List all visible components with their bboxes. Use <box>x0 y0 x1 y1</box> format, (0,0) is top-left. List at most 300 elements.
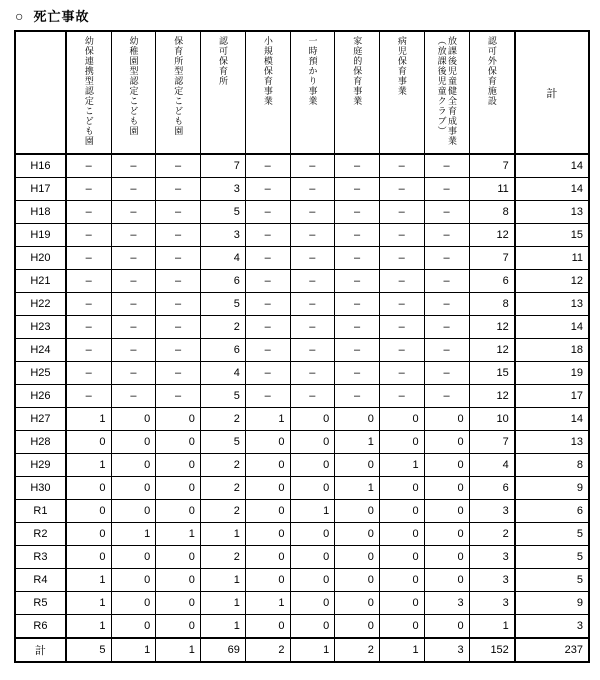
value-cell: – <box>245 293 290 316</box>
value-cell: 0 <box>245 431 290 454</box>
value-cell: 15 <box>469 362 515 385</box>
value-cell: – <box>111 247 156 270</box>
table-row <box>15 523 589 546</box>
total-cell: 14 <box>515 154 589 178</box>
value-cell: 0 <box>245 477 290 500</box>
value-cell: – <box>379 362 424 385</box>
value-cell: 1 <box>66 615 111 639</box>
row-label: H20 <box>15 247 66 270</box>
value-cell: – <box>290 154 335 178</box>
value-cell: – <box>424 154 469 178</box>
row-label: H19 <box>15 224 66 247</box>
value-cell: – <box>379 201 424 224</box>
value-cell: 0 <box>290 523 335 546</box>
value-cell: 0 <box>379 569 424 592</box>
row-label: H29 <box>15 454 66 477</box>
total-cell: 11 <box>515 247 589 270</box>
value-cell: 0 <box>379 592 424 615</box>
value-cell: 1 <box>469 615 515 639</box>
value-cell: 69 <box>200 638 245 662</box>
value-cell: 0 <box>111 569 156 592</box>
value-cell: – <box>379 316 424 339</box>
value-cell: 8 <box>469 293 515 316</box>
value-cell: – <box>335 293 380 316</box>
value-cell: 0 <box>424 454 469 477</box>
value-cell: 1 <box>66 569 111 592</box>
value-cell: 1 <box>379 638 424 662</box>
column-header-vertical-text: 幼稚園型認定こども園 <box>128 36 139 136</box>
table-row <box>15 385 589 408</box>
row-label: H26 <box>15 385 66 408</box>
value-cell: – <box>335 247 380 270</box>
column-header <box>469 31 515 154</box>
value-cell: 3 <box>469 500 515 523</box>
column-header <box>245 31 290 154</box>
table-row <box>15 154 589 178</box>
column-header-vertical-text: 一時預かり事業 <box>307 36 318 106</box>
value-cell: – <box>335 224 380 247</box>
table-row <box>15 569 589 592</box>
value-cell: 0 <box>335 615 380 639</box>
value-cell: – <box>424 316 469 339</box>
value-cell: 10 <box>469 408 515 431</box>
total-cell: 13 <box>515 201 589 224</box>
value-cell: 0 <box>290 408 335 431</box>
value-cell: 2 <box>200 454 245 477</box>
value-cell: – <box>111 339 156 362</box>
value-cell: – <box>290 270 335 293</box>
value-cell: 3 <box>424 638 469 662</box>
value-cell: 0 <box>66 546 111 569</box>
header-row <box>15 31 589 154</box>
value-cell: 0 <box>424 546 469 569</box>
value-cell: 0 <box>245 546 290 569</box>
value-cell: – <box>290 201 335 224</box>
value-cell: 7 <box>469 431 515 454</box>
value-cell: – <box>335 362 380 385</box>
value-cell: – <box>290 247 335 270</box>
value-cell: 0 <box>111 615 156 639</box>
value-cell: 0 <box>290 592 335 615</box>
value-cell: – <box>424 270 469 293</box>
value-cell: – <box>290 293 335 316</box>
value-cell: 0 <box>290 477 335 500</box>
table-row <box>15 454 589 477</box>
value-cell: – <box>66 339 111 362</box>
column-header-vertical-text: 保育所型認定こども園 <box>173 36 184 136</box>
column-header-vertical-text: 放課後児童健全育成事業（放課後児童クラブ） <box>436 36 457 146</box>
table-row <box>15 408 589 431</box>
table-row <box>15 293 589 316</box>
value-cell: 12 <box>469 339 515 362</box>
value-cell: 0 <box>66 477 111 500</box>
value-cell: 0 <box>111 592 156 615</box>
value-cell: – <box>379 247 424 270</box>
value-cell: – <box>245 362 290 385</box>
total-cell: 9 <box>515 477 589 500</box>
value-cell: 0 <box>379 546 424 569</box>
value-cell: 0 <box>111 454 156 477</box>
table-row <box>15 178 589 201</box>
value-cell: – <box>424 385 469 408</box>
value-cell: 0 <box>290 431 335 454</box>
column-header-vertical-text: 認可外保育施設 <box>486 36 497 106</box>
value-cell: 0 <box>156 477 201 500</box>
value-cell: – <box>111 293 156 316</box>
value-cell: – <box>156 316 201 339</box>
value-cell: 2 <box>200 500 245 523</box>
value-cell: – <box>245 178 290 201</box>
value-cell: – <box>245 270 290 293</box>
value-cell: – <box>66 201 111 224</box>
value-cell: 0 <box>335 569 380 592</box>
value-cell: – <box>335 270 380 293</box>
value-cell: 0 <box>156 500 201 523</box>
column-header <box>156 31 201 154</box>
table-row <box>15 615 589 639</box>
value-cell: 5 <box>200 385 245 408</box>
value-cell: 0 <box>424 431 469 454</box>
value-cell: 3 <box>469 569 515 592</box>
value-cell: 4 <box>200 247 245 270</box>
value-cell: – <box>111 362 156 385</box>
value-cell: – <box>245 224 290 247</box>
value-cell: 1 <box>245 592 290 615</box>
value-cell: 0 <box>156 408 201 431</box>
value-cell: 2 <box>200 316 245 339</box>
value-cell: 1 <box>200 569 245 592</box>
row-label-total: 計 <box>15 638 66 662</box>
table-row <box>15 270 589 293</box>
value-cell: 1 <box>335 477 380 500</box>
corner-cell <box>15 31 66 154</box>
total-cell: 19 <box>515 362 589 385</box>
value-cell: – <box>111 270 156 293</box>
row-label: H27 <box>15 408 66 431</box>
value-cell: 1 <box>66 592 111 615</box>
column-header-total: 計 <box>515 31 589 154</box>
value-cell: – <box>245 385 290 408</box>
value-cell: 5 <box>66 638 111 662</box>
total-cell: 5 <box>515 523 589 546</box>
row-label: R5 <box>15 592 66 615</box>
value-cell: 6 <box>200 339 245 362</box>
value-cell: 0 <box>379 408 424 431</box>
value-cell: – <box>424 201 469 224</box>
row-label: H30 <box>15 477 66 500</box>
value-cell: 0 <box>245 523 290 546</box>
value-cell: – <box>245 247 290 270</box>
value-cell: – <box>290 339 335 362</box>
column-header <box>424 31 469 154</box>
total-cell: 13 <box>515 293 589 316</box>
table-row <box>15 247 589 270</box>
value-cell: – <box>156 201 201 224</box>
value-cell: – <box>335 154 380 178</box>
value-cell: 2 <box>200 546 245 569</box>
value-cell: – <box>424 293 469 316</box>
row-label: H21 <box>15 270 66 293</box>
value-cell: – <box>335 201 380 224</box>
table-row <box>15 546 589 569</box>
value-cell: – <box>111 224 156 247</box>
value-cell: 5 <box>200 293 245 316</box>
value-cell: – <box>156 224 201 247</box>
value-cell: 5 <box>200 201 245 224</box>
value-cell: 0 <box>111 408 156 431</box>
death-accidents-table <box>14 30 590 663</box>
value-cell: 0 <box>335 454 380 477</box>
value-cell: 0 <box>245 569 290 592</box>
value-cell: 1 <box>111 523 156 546</box>
value-cell: – <box>66 224 111 247</box>
value-cell: 3 <box>200 224 245 247</box>
page-title-text: 死亡事故 <box>33 9 90 24</box>
value-cell: 1 <box>66 454 111 477</box>
value-cell: – <box>290 316 335 339</box>
value-cell: – <box>379 178 424 201</box>
value-cell: – <box>66 293 111 316</box>
row-label: H17 <box>15 178 66 201</box>
total-cell: 9 <box>515 592 589 615</box>
value-cell: 1 <box>156 638 201 662</box>
value-cell: 1 <box>66 408 111 431</box>
circle-bullet-icon: ○ <box>15 7 25 24</box>
value-cell: – <box>290 385 335 408</box>
value-cell: – <box>379 270 424 293</box>
table-body <box>15 154 589 662</box>
total-cell: 13 <box>515 431 589 454</box>
value-cell: 0 <box>111 500 156 523</box>
value-cell: 1 <box>200 523 245 546</box>
column-header <box>200 31 245 154</box>
value-cell: – <box>66 385 111 408</box>
column-header <box>335 31 380 154</box>
value-cell: 7 <box>200 154 245 178</box>
value-cell: 11 <box>469 178 515 201</box>
value-cell: 0 <box>424 408 469 431</box>
value-cell: – <box>290 178 335 201</box>
value-cell: 0 <box>424 500 469 523</box>
value-cell: 0 <box>335 546 380 569</box>
column-header <box>290 31 335 154</box>
table-row <box>15 362 589 385</box>
total-cell: 14 <box>515 316 589 339</box>
value-cell: 3 <box>424 592 469 615</box>
value-cell: 0 <box>379 615 424 639</box>
value-cell: – <box>290 362 335 385</box>
column-header-vertical-text: 家庭的保育事業 <box>352 36 363 106</box>
value-cell: – <box>156 385 201 408</box>
column-header <box>66 31 111 154</box>
row-label: R3 <box>15 546 66 569</box>
value-cell: – <box>66 178 111 201</box>
value-cell: – <box>111 316 156 339</box>
row-label: H23 <box>15 316 66 339</box>
page-title <box>15 6 590 25</box>
table-row <box>15 224 589 247</box>
value-cell: 12 <box>469 385 515 408</box>
value-cell: 0 <box>424 523 469 546</box>
value-cell: 0 <box>156 431 201 454</box>
table-row <box>15 316 589 339</box>
value-cell: 0 <box>245 454 290 477</box>
table-row <box>15 431 589 454</box>
value-cell: – <box>379 385 424 408</box>
value-cell: – <box>156 293 201 316</box>
value-cell: 1 <box>245 408 290 431</box>
value-cell: 0 <box>111 431 156 454</box>
row-label: H28 <box>15 431 66 454</box>
value-cell: – <box>66 316 111 339</box>
value-cell: 12 <box>469 224 515 247</box>
value-cell: 0 <box>156 615 201 639</box>
value-cell: 0 <box>66 500 111 523</box>
value-cell: 8 <box>469 201 515 224</box>
value-cell: – <box>245 316 290 339</box>
value-cell: 4 <box>200 362 245 385</box>
value-cell: – <box>424 224 469 247</box>
value-cell: 0 <box>424 477 469 500</box>
value-cell: – <box>379 339 424 362</box>
total-cell: 12 <box>515 270 589 293</box>
value-cell: – <box>156 362 201 385</box>
value-cell: 1 <box>156 523 201 546</box>
value-cell: 0 <box>335 523 380 546</box>
value-cell: – <box>66 247 111 270</box>
value-cell: 0 <box>424 569 469 592</box>
value-cell: 1 <box>200 615 245 639</box>
value-cell: 152 <box>469 638 515 662</box>
value-cell: – <box>66 270 111 293</box>
value-cell: 6 <box>200 270 245 293</box>
value-cell: – <box>290 224 335 247</box>
value-cell: 0 <box>290 615 335 639</box>
value-cell: 0 <box>335 408 380 431</box>
value-cell: 2 <box>335 638 380 662</box>
value-cell: – <box>335 316 380 339</box>
value-cell: 1 <box>111 638 156 662</box>
value-cell: 0 <box>290 454 335 477</box>
value-cell: – <box>245 154 290 178</box>
total-cell: 6 <box>515 500 589 523</box>
value-cell: 3 <box>469 546 515 569</box>
row-label: H16 <box>15 154 66 178</box>
value-cell: – <box>156 178 201 201</box>
value-cell: 0 <box>111 546 156 569</box>
value-cell: 0 <box>290 569 335 592</box>
value-cell: 0 <box>156 569 201 592</box>
value-cell: 1 <box>200 592 245 615</box>
value-cell: – <box>424 178 469 201</box>
total-cell: 14 <box>515 408 589 431</box>
value-cell: 0 <box>290 546 335 569</box>
value-cell: 0 <box>379 477 424 500</box>
value-cell: 7 <box>469 154 515 178</box>
value-cell: 1 <box>379 454 424 477</box>
value-cell: 0 <box>156 546 201 569</box>
value-cell: – <box>156 270 201 293</box>
value-cell: 1 <box>290 500 335 523</box>
value-cell: 7 <box>469 247 515 270</box>
row-label: R6 <box>15 615 66 639</box>
column-header-vertical-text: 幼保連携型認定こども園 <box>83 36 94 146</box>
value-cell: 3 <box>200 178 245 201</box>
total-cell: 5 <box>515 546 589 569</box>
value-cell: – <box>111 154 156 178</box>
value-cell: – <box>424 362 469 385</box>
row-label: H25 <box>15 362 66 385</box>
table-row <box>15 500 589 523</box>
value-cell: 1 <box>290 638 335 662</box>
value-cell: 4 <box>469 454 515 477</box>
value-cell: – <box>111 385 156 408</box>
value-cell: – <box>379 293 424 316</box>
column-header-vertical-text: 病児保育事業 <box>396 36 407 96</box>
value-cell: – <box>111 201 156 224</box>
value-cell: – <box>156 247 201 270</box>
total-cell: 8 <box>515 454 589 477</box>
value-cell: – <box>111 178 156 201</box>
table-row <box>15 592 589 615</box>
value-cell: 0 <box>66 431 111 454</box>
value-cell: – <box>245 339 290 362</box>
value-cell: 0 <box>379 500 424 523</box>
column-header-vertical-text: 認可保育所 <box>218 36 229 86</box>
total-cell: 237 <box>515 638 589 662</box>
value-cell: – <box>379 154 424 178</box>
value-cell: 12 <box>469 316 515 339</box>
value-cell: 0 <box>335 592 380 615</box>
value-cell: 2 <box>245 638 290 662</box>
column-header <box>379 31 424 154</box>
table-row <box>15 201 589 224</box>
row-label: H24 <box>15 339 66 362</box>
value-cell: 2 <box>469 523 515 546</box>
value-cell: 0 <box>66 523 111 546</box>
value-cell: 6 <box>469 477 515 500</box>
value-cell: – <box>66 154 111 178</box>
total-cell: 3 <box>515 615 589 639</box>
value-cell: – <box>66 362 111 385</box>
total-cell: 17 <box>515 385 589 408</box>
value-cell: 1 <box>335 431 380 454</box>
value-cell: – <box>424 247 469 270</box>
table-row <box>15 477 589 500</box>
value-cell: – <box>156 154 201 178</box>
value-cell: – <box>156 339 201 362</box>
value-cell: – <box>379 224 424 247</box>
row-label: R4 <box>15 569 66 592</box>
value-cell: – <box>245 201 290 224</box>
total-cell: 15 <box>515 224 589 247</box>
value-cell: 2 <box>200 477 245 500</box>
value-cell: 3 <box>469 592 515 615</box>
row-label: H22 <box>15 293 66 316</box>
column-header <box>111 31 156 154</box>
total-row <box>15 638 589 662</box>
total-cell: 5 <box>515 569 589 592</box>
value-cell: 0 <box>245 500 290 523</box>
row-label: R2 <box>15 523 66 546</box>
value-cell: 0 <box>335 500 380 523</box>
value-cell: 0 <box>156 454 201 477</box>
value-cell: 0 <box>111 477 156 500</box>
total-cell: 14 <box>515 178 589 201</box>
row-label: R1 <box>15 500 66 523</box>
total-cell: 18 <box>515 339 589 362</box>
value-cell: 0 <box>424 615 469 639</box>
